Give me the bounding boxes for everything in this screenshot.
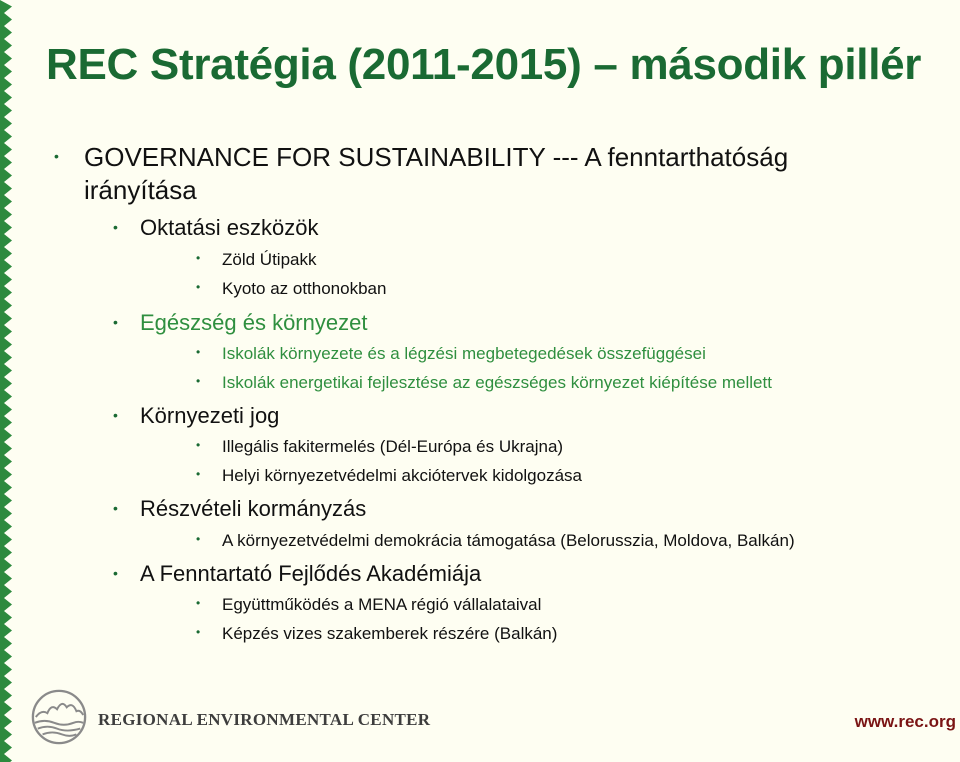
list-item-text: Helyi környezetvédelmi akciótervek kidolgozása [222, 466, 582, 485]
bullet-icon: • [113, 314, 118, 330]
bullet-icon: • [113, 219, 118, 235]
list-item-text: Együttműködés a MENA régió vállalataival [222, 595, 542, 614]
bullet-icon: • [113, 500, 118, 516]
organization-name: REGIONAL ENVIRONMENTAL CENTER [98, 710, 431, 729]
bullet-icon: • [196, 438, 201, 452]
bullet-icon: • [196, 280, 201, 294]
list-item-text: GOVERNANCE FOR SUSTAINABILITY --- A fenntarthatóság [84, 142, 789, 172]
zigzag-border [0, 0, 14, 762]
bullet-icon: • [54, 148, 59, 164]
list-item-education-tools [113, 215, 319, 241]
list-item-environmental-law [113, 403, 280, 429]
bullet-icon: • [196, 467, 201, 481]
list-item-text: A környezetvédelmi demokrácia támogatása (Belorusszia, Moldova, Balkán) [222, 531, 795, 550]
list-item-governance-cont [84, 175, 197, 206]
list-item-mena-cooperation [196, 595, 542, 615]
list-item-text: Oktatási eszközök [140, 215, 319, 240]
list-item-text: Zöld Útipakk [222, 250, 317, 269]
list-item-text: Egészség és környezet [140, 310, 368, 335]
list-item-text: A Fenntartató Fejlődés Akadémiája [140, 561, 482, 586]
list-item-participatory-governance [113, 496, 367, 522]
list-item-school-energy [196, 373, 772, 393]
list-item-green-pack [196, 250, 317, 270]
list-item-school-respiratory [196, 344, 706, 364]
bullet-icon: • [196, 532, 201, 546]
bullet-icon: • [196, 374, 201, 388]
bullet-icon: • [196, 596, 201, 610]
list-item-health-environment [113, 310, 368, 336]
rec-globe-logo-icon [30, 688, 88, 746]
list-item-text: Illegális fakitermelés (Dél-Európa és Ukrajna) [222, 437, 564, 456]
list-item-academy [113, 561, 482, 587]
list-item-text: Képzés vizes szakemberek részére (Balkán) [222, 624, 558, 643]
list-item-governance [54, 142, 789, 173]
list-item-text: Környezeti jog [140, 403, 280, 428]
list-item-water-training [196, 624, 558, 644]
list-item-text: Kyoto az otthonokban [222, 279, 387, 298]
list-item-democracy-support [196, 531, 795, 551]
website-link[interactable]: www.rec.org [854, 712, 956, 731]
bullet-icon: • [113, 565, 118, 581]
bullet-icon: • [196, 625, 201, 639]
bullet-icon: • [113, 407, 118, 423]
list-item-illegal-logging [196, 437, 564, 457]
bullet-icon: • [196, 251, 201, 265]
list-item-local-action-plans [196, 466, 582, 486]
list-item-text: irányítása [84, 175, 197, 205]
list-item-text: Iskolák energetikai fejlesztése az egészséges környezet kiépítése mellett [222, 373, 772, 392]
bullet-icon: • [196, 345, 201, 359]
list-item-kyoto [196, 279, 387, 299]
list-item-text: Részvételi kormányzás [140, 496, 367, 521]
slide-title: REC Stratégia (2011-2015) – második pillér [46, 40, 922, 89]
list-item-text: Iskolák környezete és a légzési megbetegedések összefüggései [222, 344, 706, 363]
